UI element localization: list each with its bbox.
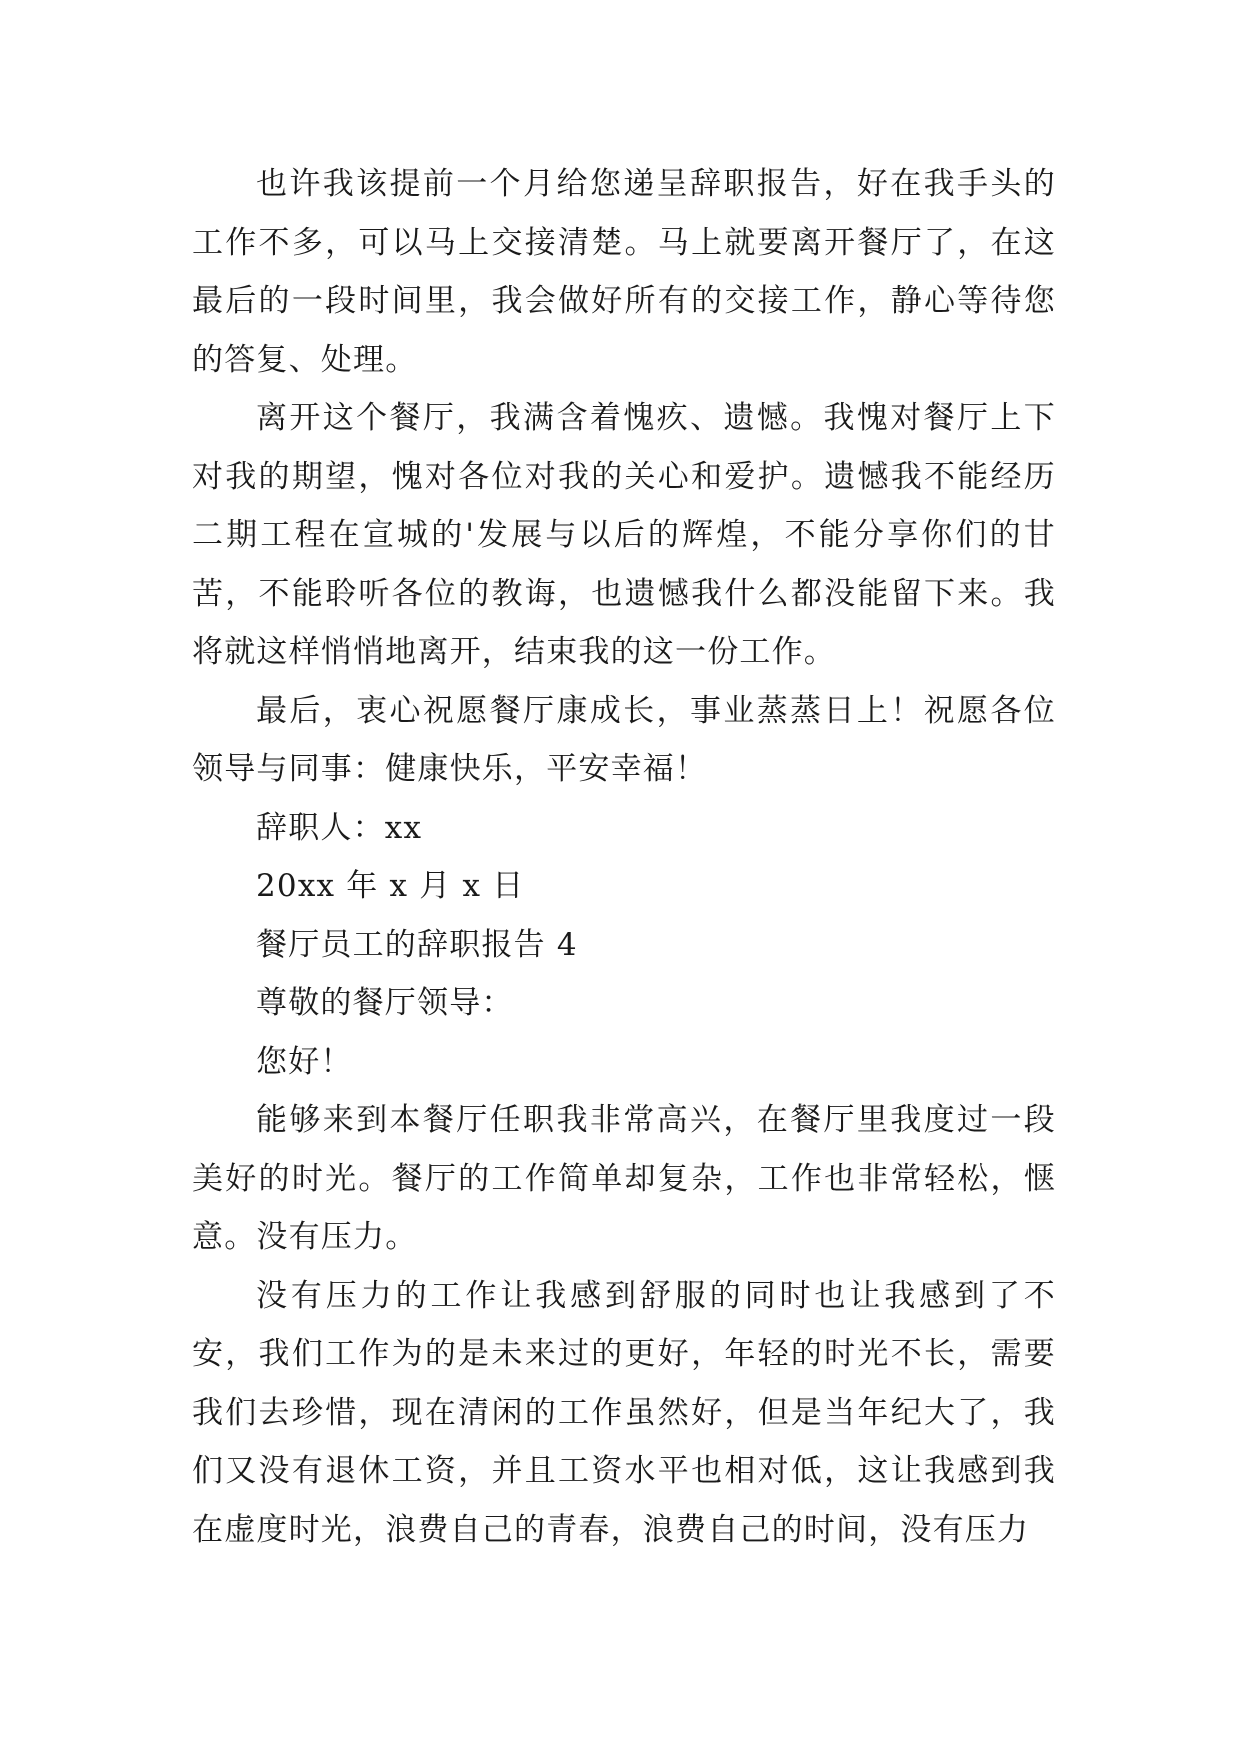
greeting: 您好！ [256, 1043, 353, 1080]
paragraph-handover: 也许我该提前一个月给您递呈辞职报告，好在我手头的工作不多，可以马上交接清楚。马上就要离开餐厅了，在这最后的一段时间里，我会做好所有的交接工作，静心等待您的答复、处理。 [192, 166, 1056, 378]
paragraph-no-pressure: 没有压力的工作让我感到舒服的同时也让我感到了不安，我们工作为的是未来过的更好，年轻的时光不长，需要我们去珍惜，现在清闲的工作虽然好，但是当年纪大了，我们又没有退休工资，并且工资水平也相对低，这让我感到我在虚度时光，浪费自己的青春，浪费自己的时间，没有压力 [192, 1277, 1056, 1548]
paragraph-regret: 离开这个餐厅，我满含着愧疚、遗憾。我愧对餐厅上下对我的期望，愧对各位对我的关心和爱护。遗憾我不能经历二期工程在宣城的'发展与以后的辉煌，不能分享你们的甘苦，不能聆听各位的教诲，也遗憾我什么都没能留下来。我将就这样悄悄地离开，结束我的这一份工作。 [192, 400, 1056, 670]
date-line: 20xx 年 x 月 x 日 [256, 868, 525, 904]
section-heading: 餐厅员工的辞职报告 4 [256, 926, 578, 963]
paragraph-intro: 能够来到本餐厅任职我非常高兴，在餐厅里我度过一段美好的时光。餐厅的工作简单却复杂，工作也非常轻松，惬意。没有压力。 [192, 1102, 1056, 1255]
document-page [192, 155, 1056, 1559]
paragraph-wishes: 最后，衷心祝愿餐厅康成长，事业蒸蒸日上！祝愿各位领导与同事：健康快乐，平安幸福！ [192, 692, 1056, 787]
signature-line: 辞职人：xx [256, 809, 423, 846]
salutation: 尊敬的餐厅领导： [256, 985, 514, 1021]
